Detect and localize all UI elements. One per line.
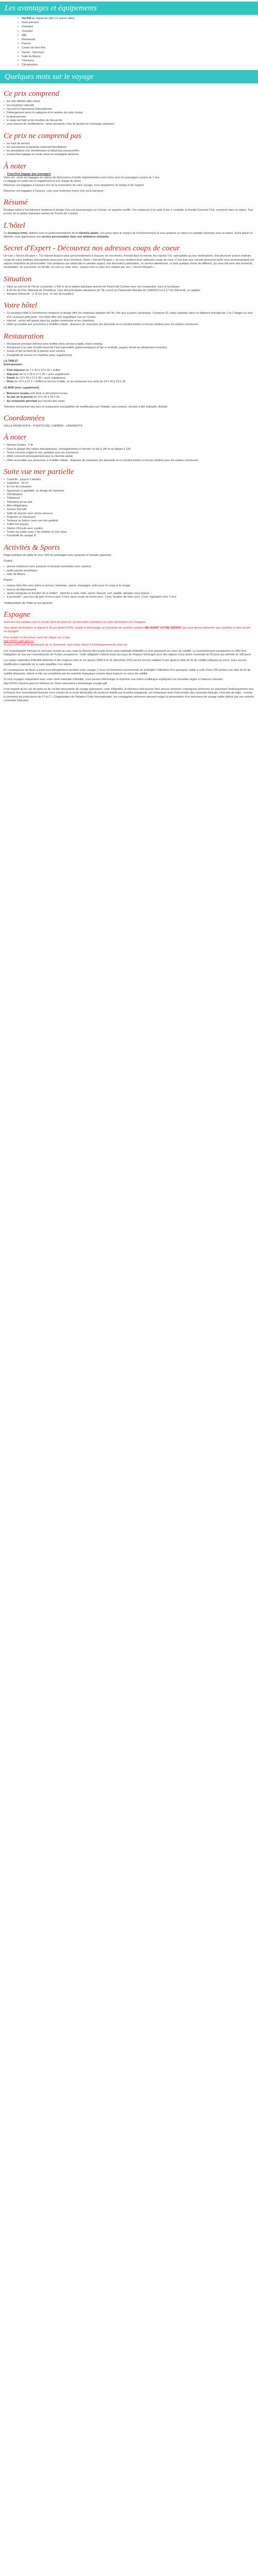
list-item: • Peignoirs et chaussons — [4, 516, 254, 519]
spain-red-3a: Pour remplir ce document, merci de cliquer sur ce lien : — [4, 636, 72, 639]
list-item: • Terrasse ou balcon avec vue mer partielle — [4, 519, 254, 523]
baggage-text-3: Réservez vos bagages à l'avance lors de la réservation de votre voyage, vous épargnerez du temps et de l'argent. — [4, 183, 144, 187]
summary-text: Boutique-hôtel à l'architecture moderne et design Une vue panoramique sur l'océan, ce superbe souffle ! Un restaurant à la carte et bar à cocktails, le Kontiki Gourmet Club, renommé dans la région. Tout proche de la station balnéaire animée de Puerto del Carmen — [4, 209, 253, 216]
feature-item: • Chambre — [18, 25, 240, 29]
restauration-note: *Horaires d'ouverture des bars et restaurants susceptibles de modification par l'hôtelier sans préavis, donnés à titre indicatifs. Activité — [4, 405, 168, 409]
list-item: • À 20 km du Parc National de Timanfaya, l'une des principales attractions de l'île, inscrit au Patrimoine Mondial de l'UNESCO et à 17 km d'Arrecife, la capitale. — [4, 289, 254, 293]
list-item: • Toutes les suites avec 2 lits simples et coin salon — [4, 531, 254, 534]
list-item: • les frais de service — [4, 142, 254, 146]
list-item: • Situé au sud-est de l'île de Lanzarote, à 300 m de la station balnéaire animée de Puerto del Carmen avec ses restaurants, bars et boutiques. — [4, 285, 254, 289]
spain-red-3 — [4, 636, 254, 648]
list-item: • Capacité : jusqu'à 3 adultes. — [4, 478, 254, 482]
list-item-bold: Déjeuner — [7, 372, 19, 376]
spain-text-1: Les ressortissants français ne sont pas soumis au visa, mais ils doivent être munis d'une carte nationale d'identité ou d'un passeport en cours de validité. Le Gouvernement européenne en effet lève l'obligation de visa aux ressortissants de l'Union européenne. Cette obligation s'étend aussi aux pays de l'espace Schengen pour des séjours d'une durée maximale de 90 jours par période de 180 jours. — [4, 649, 252, 656]
list-item: • Station d'écoute avec caution — [4, 527, 254, 531]
price-includes-list — [4, 100, 254, 126]
list-item: • Snack et bar au bord de la piscine avec service. — [4, 350, 254, 353]
list-item: • piscine extérieure avec parasols et transats (serviettes avec caution) — [4, 565, 254, 569]
spain-text-4: Si vous voyagez uniquement avec votre carte nationale d'identité, vous pouvez télécharger et imprimer une notice multilingue expliquant ces nouvelles règles à l'adresse suivante : http://XXXX.interieur.gouv.fr/ Intérieur trn 15ans-document-a-telecharger-voyage.pdf — [4, 678, 224, 685]
list-item: • En rez-de-chaussée — [4, 485, 254, 489]
list-item: • Tenue correcte exigée le soir, pantalon pour les messieurs. — [4, 451, 254, 455]
hotel-text-a: Ce — [4, 231, 8, 235]
list-item: • la demi-pension — [4, 115, 254, 119]
demi-pension-list — [4, 369, 254, 384]
section-title-suite: Suite vue mer partielle — [4, 467, 74, 476]
feature-item: • Wifi — [18, 33, 240, 38]
section-title-summary: Résumé — [4, 198, 28, 207]
list-item: • le repas de Noël et du réveillon du Nouvel An — [4, 119, 254, 123]
your-hotel-list — [4, 312, 254, 327]
baggage-label: Franchise bagage (par passager) — [7, 172, 51, 176]
arrow-icon: → — [4, 172, 7, 176]
feature-item: • Restaurant — [18, 38, 240, 42]
list-item: • Dans le plupart des hôtels internationaux, l'enregistrement à l'arrivée se fait à 14h et au départ à 12h. — [4, 448, 254, 451]
list-item: • les transferts collectifs — [4, 104, 254, 108]
feature-item: • Centre de bien-être — [18, 46, 240, 50]
list-item: • la franchise bagage en soute selon la compagnie aérienne — [4, 153, 254, 157]
list-item: • Restaurant principal intérieur avec buffets et/ou service à table, show cooking. — [4, 343, 254, 346]
section-title-note-2: À noter — [4, 433, 27, 442]
list-item: • salle de fitness — [4, 573, 254, 577]
list-item: • Internet : accès wifi gratuit dans les parties communes et les chambres. — [4, 319, 254, 323]
spain-red-2c: par vous devrez présenter aux contrôles à votre arrivée en Espagne. — [4, 626, 251, 634]
list-item: • l'hébergement selon la catégorie et le nombre de nuits choisis — [4, 111, 254, 115]
list-item: • Boissons locales soft drink et décoctions locaux. — [4, 392, 254, 396]
feature-item: • Salle de fitness — [18, 55, 240, 59]
spain-red-1: Selon la crise sanitaire que le monde vient de traverser, les formalités sanitaires sur votre destination ont changées. — [4, 620, 146, 624]
list-item: • Snack de 12 h 30 à 17 h 30 + avec supplément. — [4, 377, 254, 380]
list-item: • Ce boutique-hôtel à l'architecture moderne et design offre les matériaux typiques de l'île, tels que la pierre volcanique. Il propose 81 suites réparties dans un bâtiment principal de 1 ou 2 étages au sein d'un ravissant petit jardin. Cet hôtel offre une magnifique vue sur l'océan. — [4, 312, 254, 319]
list-item: • Restaurant à la carte Kontiki Gourmet Club (spécialités gastronomiques) et bar à cocktails, payant, fermé les dimanches et lundis). — [4, 346, 254, 350]
spain-text-5: Il est rappelé qu'en cas de perte ou de vol des documents de voyage (passeport, carte d'identité), la tolérance doit pouvoir faire preuve certaines compagnies aériennes en autorisant l'embarquement vers la France d'un ressortissant français sous couvert de la seule déclaration de perte/vol établie par la police espagnole, cet embarquer avec l'intervention des consulats français, n'est pas de règle : comme le prévoient les instructions de l'O.A.C.I. (Organisation de l'Aviation Civile Internationale), les compagnies aériennes peuvent exiger la présentation d'un document de voyage valide délivré par une autorité consulaire française. — [4, 688, 254, 702]
list-item: • espace bien-être avec bains à remous, hammam, sauna, massages, soins pour le corps et le visage — [4, 584, 254, 588]
restauration-table-block — [4, 360, 254, 367]
section-title-activities: Activités & Sports — [4, 543, 60, 552]
section-title-coordinates: Coordonnées — [4, 414, 45, 423]
free-list — [4, 565, 254, 577]
section-title-price-includes: Ce prix comprend — [4, 90, 59, 98]
list-item: • service de blanchisserie — [4, 588, 254, 592]
list-item-bold: Petit déjeuner — [7, 369, 25, 372]
feature-item: • Transfert — [18, 29, 240, 33]
section-title-hotel: L'hôtel — [4, 221, 25, 230]
spain-red-2 — [4, 626, 254, 634]
feature-item: • Télévision — [18, 59, 240, 63]
features-banner: Les avantages et équipements — [0, 2, 258, 15]
hotel-text — [4, 232, 254, 240]
list-item: • Au restaurant principal aux heures des repas. — [4, 400, 254, 403]
section-title-spain: Espagne — [4, 610, 30, 619]
info-banner: Quelques mots sur le voyage — [0, 70, 258, 83]
list-item: • petite piscine dynamique — [4, 569, 254, 573]
list-item: • les prestations non mentionnées et dépenses personnelles — [4, 149, 254, 153]
list-item: • l'accueil et l'assistance francophones — [4, 108, 254, 111]
section-title-situation: Situation — [4, 275, 32, 283]
feature-item-bold: Vol A/R — [22, 17, 31, 20]
list-item: • Hôtel accessible aux personnes à mobilité réduite : disposez de chambres (en demande et en nombre limité) et d'accès facilités pour les parties communes. — [4, 323, 254, 327]
list-item: • Coffre-fort payant — [4, 523, 254, 527]
activities-note: *indépendants de l'hôtel et non garantis. — [4, 601, 54, 605]
list-item: • Au bar de la piscine de 10 h 30 à 18 h 30. — [4, 396, 254, 399]
list-item: • à proximité* : parcours de golf 18 trous (env. 5 km), deux courts de tennis (env. 1 km), location de vélos (env. 1 km), équitation (env. 5 km) — [4, 596, 254, 599]
list-item: • Déjeuner de 12 h 30 à 17 h 30 + avec supplément. — [4, 373, 254, 377]
content — [0, 83, 258, 710]
list-item: • Possibilité de service en chambre (avec supplément). — [4, 354, 254, 358]
section-title-note-1: À noter — [4, 162, 27, 171]
demi-pension-label: Demi-pension : — [4, 363, 24, 367]
feature-item: • Sauna - Hammam — [18, 50, 240, 55]
list-item: • Service thé/café — [4, 508, 254, 512]
list-item: • sous réserve de modifications : taxes aéroports, frais de gestion et surcharge carburant — [4, 123, 254, 126]
situation-list — [4, 285, 254, 297]
list-item: • Téléphone — [4, 497, 254, 500]
baggage-paragraph — [4, 173, 254, 188]
table-label: LA TABLE* — [4, 359, 19, 363]
spain-text-3: En conséquence de façon à éviter tout désagrément pendant votre voyage, il vous est fortement recommandé de privilégier l'utilisation d'un passeport valide à celle d'une CNI portant une date de fin de validité dépassée, même si elle est considérée par les autorités françaises comme étant toujours en cours de validité. — [4, 668, 251, 676]
spain-red-5: Si vous n'êtes pas en possession de ce document, vous serez refusé à l'embarquement de votre vol. — [4, 643, 128, 647]
list-item: • Climatisation — [4, 493, 254, 497]
list-item: • Normes locales : 4 ★ — [4, 444, 254, 447]
activities-text: Plage publique de sable fin (env. 500 m) aménagée avec parasols et transats (payants). — [4, 553, 112, 557]
hotel-text-c: , élaboré avec le professionnalisme de la — [27, 231, 79, 235]
features-list — [0, 15, 258, 70]
restauration-list — [4, 343, 254, 358]
list-item: • les assurances et garantie carburant facultatives — [4, 146, 254, 149]
section-title-your-hotel: Votre hôtel — [4, 301, 37, 310]
section-title-price-excludes: Ce prix ne comprend pas — [4, 131, 82, 140]
section-title-restauration: Restauration — [4, 332, 44, 341]
list-item-bold: Au restaurant principal — [7, 399, 38, 403]
list-item: • Dîner de 19 h à 22 h + buffet ou service à table, ou au restaurant à la carte de 18 h 30 à 23 h 30. — [4, 380, 254, 384]
baggage-text-4: Réservez vos bagages à l'avance, cela vous reviendra moins cher qu'à l'aéroport. — [4, 189, 104, 193]
section-title-expert-secret: Secret d'Expert - Découvrez nos adresses coups de coeur — [4, 244, 180, 253]
expert-secret-text: Un coin « Secret d'Expert », TUI répond toujours plus personnellement à chacune de vos envies. Portrait dans le monde, les experts TUI, spécialistes au tour destinations, font découvrir à leurs endroits coups de cœur préférés sélectionnés aussi pour leurs émotions. Dans « Secret d'Expert », ils vous révèlent leurs adresses coups de cœur. C'est avec leur conseil personnel qu'ils vous recommandent ces séjours empreints de personnalité. Une ambiance qui séduit dès le premier regard, une décoration particulière, un service attentionné, ce petit quelque chose de différent, qui vous fait vivre des moments inoubliables. En promesse, en famille, en solo ou entre amis : laissez-vous à votre tour séduire par nos « Secret d'Expert ». — [4, 255, 254, 269]
page — [0, 0, 258, 710]
bar-label: LE BAR (avec supplément) — [4, 386, 39, 389]
hotel-text-f: service personnalisé dans une ambiance relaxante. — [41, 235, 110, 239]
list-item: • les vols affrétés aller-retour — [4, 100, 254, 104]
feature-item: • Climatisation — [18, 63, 240, 67]
list-item: • Aéroport d'Arrecife : à 15 km (env. 15 min de transfert). — [4, 293, 254, 296]
paid-list — [4, 584, 254, 599]
list-item: • sports nautiques en fonction de la météo* : planche à voile, voile, canoë, kitesurf, surf, paddle, plongée sous-marine — [4, 592, 254, 596]
hotel-text-d: clientèle adulte — [78, 231, 99, 235]
note-2-list — [4, 444, 254, 462]
baggage-text-1: Votre vol : seuls les bagages en cabine de dimensions et poids réglementaires sont inclus pour les passagers à partir de 2 ans. — [4, 176, 160, 179]
list-item: • Petit déjeuner de 7 h 30 à 10 h 30 + buffet. — [4, 369, 254, 372]
free-label: Gratuit : — [4, 559, 14, 563]
list-item-bold: Au bar de la piscine — [7, 396, 33, 399]
list-item-bold: Boissons locales — [7, 392, 30, 395]
spain-text-2: Les cartes nationales d'identité délivrées à des majeurs entre le 1er janvier 2004 et le 31 décembre 2013 seront encore valables 5 ans après la date de fin de validité indiquée au verso, mais aucune modification matérielle de la carte plastifiée n'en atteste. — [4, 659, 247, 666]
list-item-bold: Dîner — [7, 380, 14, 384]
feature-item: • Piscine — [18, 42, 240, 46]
spain-form-link[interactable]: http://XXXX.spth.gob.es/ — [4, 640, 34, 643]
list-item: • Télévision écran plat — [4, 501, 254, 504]
spain-red-2b: 48H AVANT VOTRE DÉPART — [144, 626, 182, 630]
list-item: • Superficie : 50 m² — [4, 482, 254, 485]
suite-list — [4, 478, 254, 538]
hotel-text-b: boutique-hôtel — [8, 231, 27, 235]
list-item: • Hôtel connecté principalement pour la clientèle adulte. — [4, 455, 254, 459]
features-ul — [18, 16, 240, 67]
feature-item: • Demi-pension — [18, 21, 240, 25]
bar-list — [4, 392, 254, 403]
coordinates-text: CALLE REINA SOFIA - PUERTO DEL CARMEN - LANZAROTE — [4, 425, 83, 428]
paid-label: Payant : — [4, 579, 14, 582]
list-item: • Hôtel accessible aux personnes à mobilité réduite : disposez de chambres (en demande et en nombre limité) et d'accès facilités pour les parties communes. — [4, 459, 254, 463]
list-item: • Salle de douche avec sèche-cheveux — [4, 512, 254, 516]
price-excludes-list — [4, 142, 254, 157]
spain-red-2a: Vous devez destinataire et depuis le 05 juin (juillet 2020), remplir et télécharger un formulaire de contrôle sanitaire — [4, 626, 144, 630]
list-item-bold: Snack — [7, 377, 15, 380]
list-item: • Possibilité de canapé lit — [4, 534, 254, 538]
feature-item: • Vol A/R au départ de Lille (+2 autres villes) — [18, 16, 240, 21]
baggage-text-2: Le bagage en soute est en supplément et à la charge du client. — [4, 180, 82, 183]
list-item: • Mini-réfrigérateur — [4, 504, 254, 508]
list-item: • Spacieuse et agréable, au design de caractère — [4, 489, 254, 493]
hotel-text-e: , est conçu dans le respect de l'environnement et vous propose un séjour en parfaite harmonie avec la nature. Entre plaisir et détente, vous apprécierez son — [4, 231, 253, 239]
